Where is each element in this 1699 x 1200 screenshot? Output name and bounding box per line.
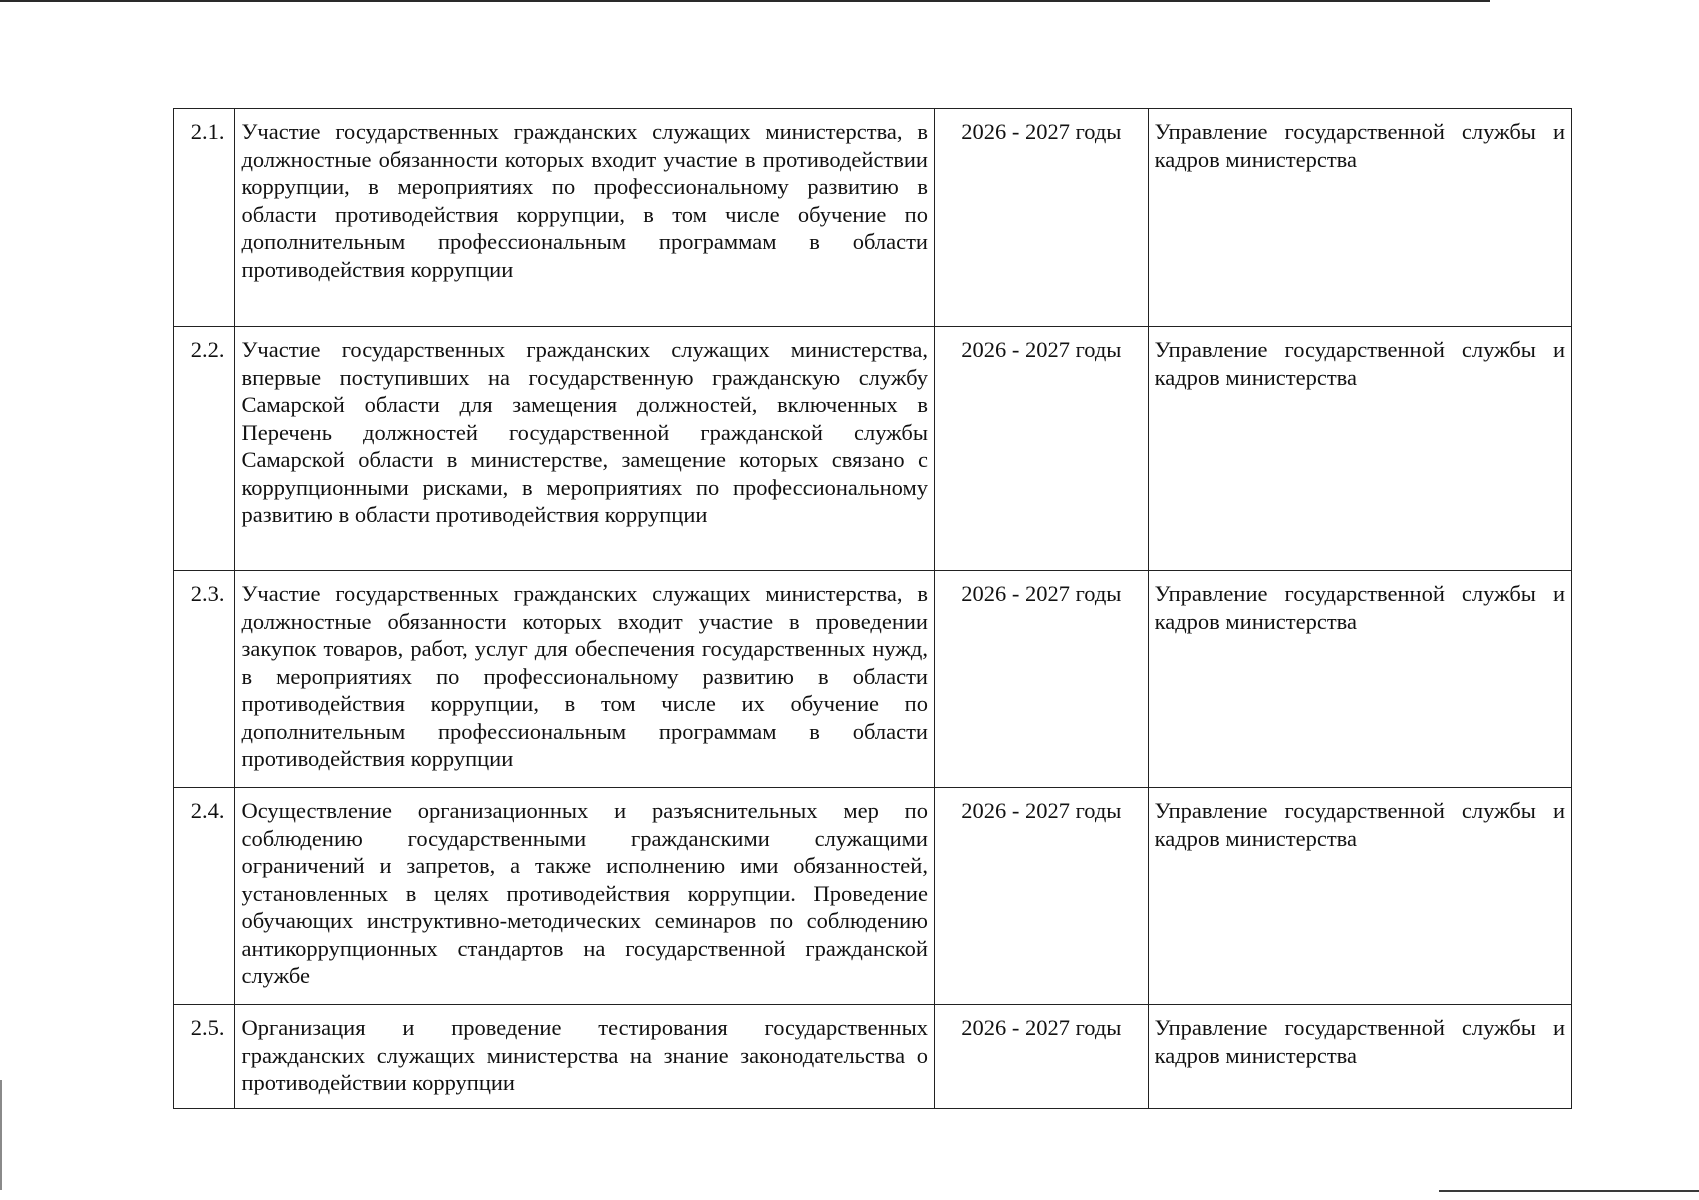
row-number: 2.2. (174, 327, 235, 571)
table-row (174, 327, 1572, 571)
measure-description: Участие государственных гражданских служащих министерства, в должностные обязанности которых входит участие в проведении закупок товаров, работ, услуг для обеспечения государственных нужд, в мероприятиях по профессиональному развитию в области противодействия коррупции, в том числе их обучение по дополнительным профессиональным программам в области противодействия коррупции (235, 571, 935, 788)
measure-responsible: Управление государственной службы и кадров министерства (1148, 571, 1571, 788)
measure-description: Участие государственных гражданских служащих министерства, впервые поступивших на государственную гражданскую службу Самарской области для замещения должностей, включенных в Перечень должностей государственной гражданской службы Самарской области в министерстве, замещение которых связано с коррупционными рисками, в мероприятиях по профессиональному развитию в области противодействия коррупции (235, 327, 935, 571)
table-row (174, 571, 1572, 788)
measure-description: Участие государственных гражданских служащих министерства, в должностные обязанности которых входит участие в противодействии коррупции, в мероприятиях по профессиональному развитию в области противодействия коррупции, в том числе обучение по дополнительным профессиональным программам в области противодействия коррупции (235, 109, 935, 327)
measure-description: Осуществление организационных и разъяснительных мер по соблюдению государственными гражданскими служащими ограничений и запретов, а также исполнению ими обязанностей, установленных в целях противодействия коррупции. Проведение обучающих инструктивно-методических семинаров по соблюдению антикоррупционных стандартов на государственной гражданской службе (235, 788, 935, 1005)
scan-edge-left (0, 1080, 2, 1190)
measure-period: 2026 - 2027 годы (934, 571, 1148, 788)
measure-responsible: Управление государственной службы и кадров министерства (1148, 1005, 1571, 1109)
measure-description: Организация и проведение тестирования государственных гражданских служащих министерства на знание законодательства о противодействии коррупции (235, 1005, 935, 1109)
measure-responsible: Управление государственной службы и кадров министерства (1148, 109, 1571, 327)
row-number: 2.4. (174, 788, 235, 1005)
row-number: 2.3. (174, 571, 235, 788)
measure-period: 2026 - 2027 годы (934, 109, 1148, 327)
measure-responsible: Управление государственной службы и кадров министерства (1148, 788, 1571, 1005)
measure-period: 2026 - 2027 годы (934, 327, 1148, 571)
scan-border-bottom (1439, 1190, 1699, 1192)
table-row (174, 788, 1572, 1005)
row-number: 2.1. (174, 109, 235, 327)
scan-border-top (0, 0, 1490, 2)
table-row (174, 1005, 1572, 1109)
measure-period: 2026 - 2027 годы (934, 788, 1148, 1005)
measure-responsible: Управление государственной службы и кадров министерства (1148, 327, 1571, 571)
table-row (174, 109, 1572, 327)
measure-period: 2026 - 2027 годы (934, 1005, 1148, 1109)
measures-table (173, 108, 1572, 1109)
row-number: 2.5. (174, 1005, 235, 1109)
